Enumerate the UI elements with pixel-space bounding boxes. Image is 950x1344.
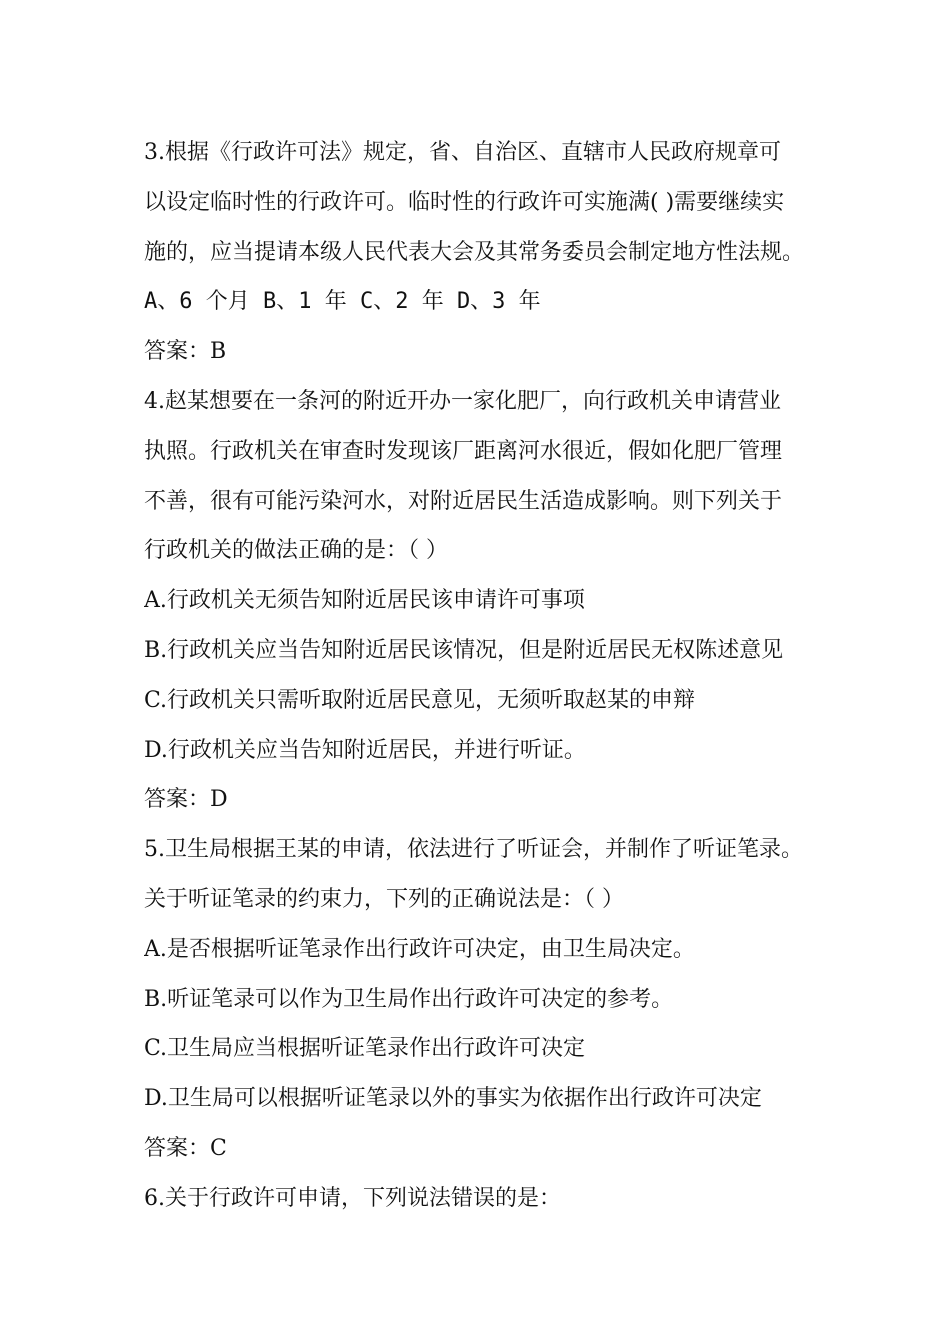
q5-line-1: 5.卫生局根据王某的申请，依法进行了听证会，并制作了听证笔录。 <box>144 837 803 863</box>
q3-line-1: 3.根据《行政许可法》规定，省、自治区、直辖市人民政府规章可 <box>144 140 781 165</box>
q5-option-b: B.听证笔录可以作为卫生局作出行政许可决定的参考。 <box>144 986 674 1012</box>
q4-line-1: 4.赵某想要在一条河的附近开办一家化肥厂，向行政机关申请营业 <box>144 388 781 414</box>
document-body <box>144 128 824 1224</box>
q4-option-c: C.行政机关只需听取附近居民意见，无须听取赵某的申辩 <box>144 687 696 713</box>
q3-line-3: 施的，应当提请本级人民代表大会及其常务委员会制定地方性法规。 <box>144 239 805 265</box>
q4-option-d: D.行政机关应当告知附近居民，并进行听证。 <box>144 737 586 763</box>
q4-line-2: 执照。行政机关在审查时发现该厂距离河水很近，假如化肥厂管理 <box>144 438 783 464</box>
q4-line-3: 不善，很有可能污染河水，对附近居民生活造成影响。则下列关于 <box>144 488 783 514</box>
q4-option-a: A.行政机关无须告知附近居民该申请许可事项 <box>144 588 585 614</box>
q6-line-1: 6.关于行政许可申请，下列说法错误的是： <box>144 1185 561 1211</box>
q4-line-4: 行政机关的做法正确的是：（ ） <box>144 538 448 564</box>
q5-line-2: 关于听证笔录的约束力，下列的正确说法是：（ ） <box>144 886 624 912</box>
q4-option-b: B.行政机关应当告知附近居民该情况，但是附近居民无权陈述意见 <box>144 637 784 663</box>
q3-line-2: 以设定临时性的行政许可。临时性的行政许可实施满( )需要继续实 <box>144 189 785 215</box>
q3-options: A、6 个月 B、1 年 C、2 年 D、3 年 <box>144 289 541 315</box>
q5-option-a: A.是否根据听证笔录作出行政许可决定，由卫生局决定。 <box>144 936 695 962</box>
q5-option-d: D.卫生局可以根据听证笔录以外的事实为依据作出行政许可决定 <box>144 1086 762 1112</box>
q5-answer: 答案：C <box>144 1135 227 1161</box>
q5-option-c: C.卫生局应当根据听证笔录作出行政许可决定 <box>144 1036 586 1062</box>
q3-answer: 答案：B <box>144 339 227 365</box>
q4-answer: 答案：D <box>144 787 228 813</box>
